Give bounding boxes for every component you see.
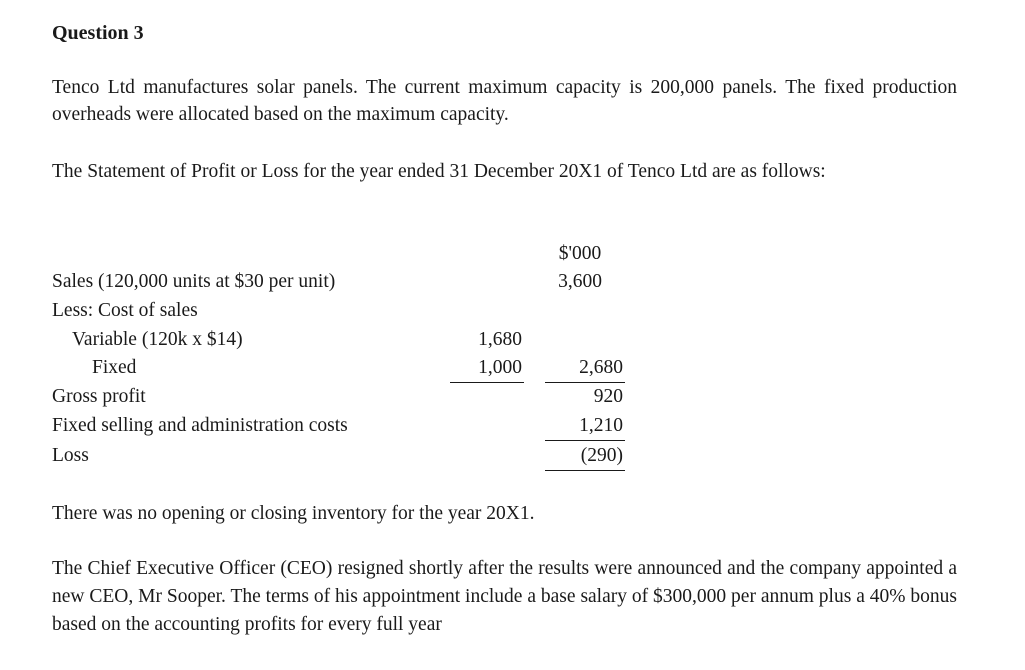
gross-profit-total: 920: [593, 386, 623, 407]
loss-label: Loss: [52, 445, 89, 466]
statement-intro-paragraph: The Statement of Profit or Loss for the year ended 31 December 20X1 of Tenco Ltd are as follows:: [52, 161, 826, 182]
fixed-selling-label: Fixed selling and administration costs: [52, 415, 348, 436]
fixed-amount: 1,000: [478, 357, 522, 378]
inventory-note: There was no opening or closing inventory for the year 20X1.: [52, 503, 535, 524]
sales-label: Sales (120,000 units at $30 per unit): [52, 271, 336, 292]
currency-header: $'000: [558, 243, 602, 264]
loss-total: (290): [580, 445, 623, 466]
expenses-rule: [545, 440, 625, 441]
variable-amount: 1,680: [478, 329, 522, 350]
variable-label: Variable (120k x $14): [72, 329, 243, 350]
fixed-selling-total: 1,210: [579, 415, 623, 436]
fixed-label: Fixed: [92, 357, 137, 378]
ceo-note: The Chief Executive Officer (CEO) resigned shortly after the results were announced and the company appointed a new CEO, Mr Sooper. The terms of his appointment include a base salary of $300,000 per annum plus a 40% bonus based on the accounting profits for every full year: [52, 558, 957, 635]
subtotal-rule: [450, 382, 524, 383]
cost-total-rule: [545, 382, 625, 383]
intro-paragraph: Tenco Ltd manufactures solar panels. The current maximum capacity is 200,000 panels. The fixed production overheads were allocated based on the maximum capacity.: [52, 77, 957, 125]
question-title: Question 3: [52, 22, 144, 44]
sales-total: 3,600: [558, 271, 602, 292]
loss-rule: [545, 470, 625, 471]
cost-of-sales-total: 2,680: [579, 357, 623, 378]
less-cost-label: Less: Cost of sales: [52, 300, 198, 321]
gross-profit-label: Gross profit: [52, 386, 146, 407]
